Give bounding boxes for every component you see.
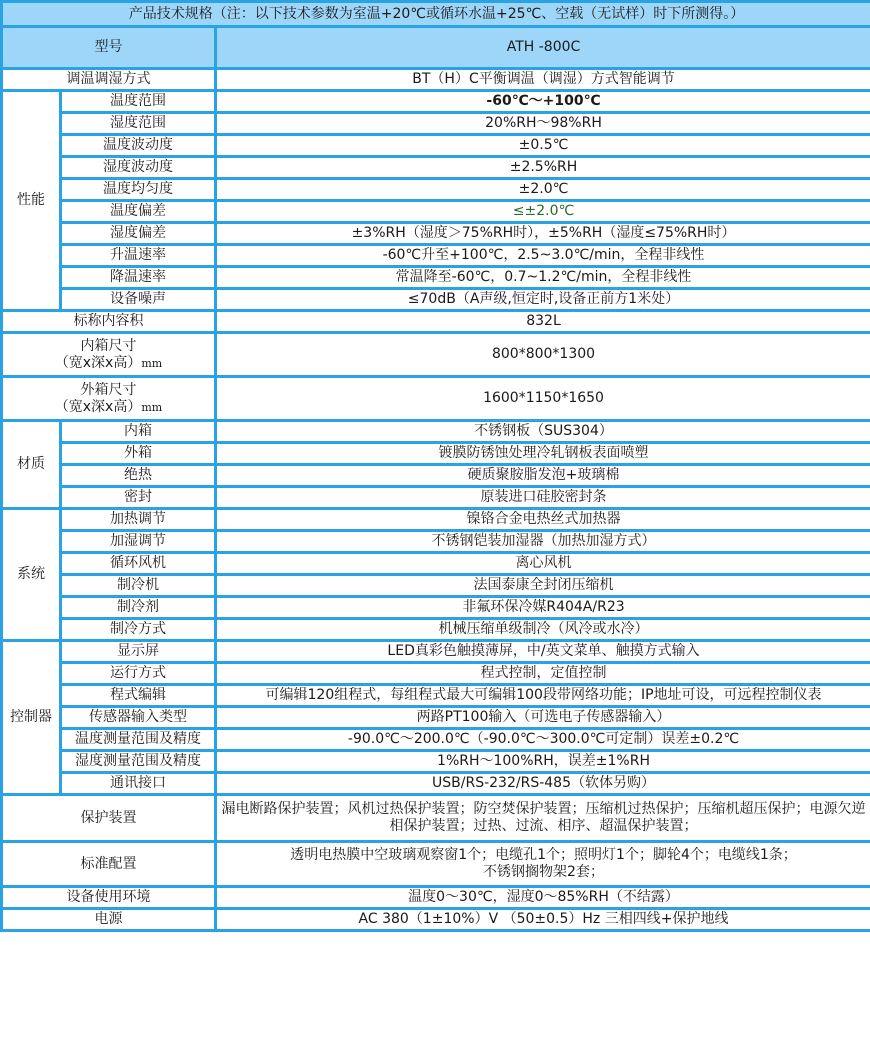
outer-size-value: 1600*1150*1650 <box>216 377 870 421</box>
spec-label: 加湿调节 <box>61 531 216 553</box>
spec-label: 外箱 <box>61 443 216 465</box>
protection-value: 漏电断路保护装置；风机过热保护装置；防空焚保护装置；压缩机过热保护；压缩机超压保护；电源欠逆相保护装置；过热、过流、相序、超温保护装置； <box>216 795 870 842</box>
spec-value: 1%RH～100%RH，误差±1%RH <box>216 751 870 773</box>
spec-label: 程式编辑 <box>61 685 216 707</box>
volume-value: 832L <box>216 311 870 333</box>
spec-label: 湿度波动度 <box>61 157 216 179</box>
spec-label: 温度均匀度 <box>61 179 216 201</box>
controller-group-label: 控制器 <box>2 641 61 795</box>
spec-title: 产品技术规格（注：以下技术参数为室温+20℃或循环水温+25℃、空载（无试样）时下所测得。） <box>2 2 870 27</box>
spec-value: ≤±2.0℃ <box>216 201 870 223</box>
spec-label: 温度测量范围及精度 <box>61 729 216 751</box>
spec-value: 程式控制，定值控制 <box>216 663 870 685</box>
spec-value: -90.0℃～200.0℃（-90.0℃～300.0℃可定制）误差±0.2℃ <box>216 729 870 751</box>
outer-size-label-line2: （宽x深x高） <box>54 398 142 415</box>
spec-value: 20%RH～98%RH <box>216 113 870 135</box>
model-label: 型号 <box>2 27 216 69</box>
spec-value: 离心风机 <box>216 553 870 575</box>
spec-value: ±2.5%RH <box>216 157 870 179</box>
spec-label: 通讯接口 <box>61 773 216 795</box>
spec-label: 湿度测量范围及精度 <box>61 751 216 773</box>
spec-value: ±2.0℃ <box>216 179 870 201</box>
spec-value: 非氟环保冷媒R404A/R23 <box>216 597 870 619</box>
inner-size-label-line2: （宽x深x高） <box>54 354 142 371</box>
spec-label: 制冷方式 <box>61 619 216 641</box>
spec-label: 制冷机 <box>61 575 216 597</box>
spec-value: ±3%RH（湿度＞75%RH时），±5%RH（湿度≤75%RH时） <box>216 223 870 245</box>
control-method-value: BT（H）C平衡调温（调湿）方式智能调节 <box>216 69 870 91</box>
spec-label: 温度范围 <box>61 91 216 113</box>
system-group-label: 系统 <box>2 509 61 641</box>
outer-size-label-line2-wrap <box>7 399 210 416</box>
spec-label: 制冷剂 <box>61 597 216 619</box>
spec-value: ±0.5℃ <box>216 135 870 157</box>
spec-value: 两路PT100输入（可选电子传感器输入） <box>216 707 870 729</box>
spec-value: 常温降至-60℃，0.7~1.2℃/min，全程非线性 <box>216 267 870 289</box>
spec-label: 绝热 <box>61 465 216 487</box>
spec-value: 镍铬合金电热丝式加热器 <box>216 509 870 531</box>
spec-label: 运行方式 <box>61 663 216 685</box>
outer-size-label-line1: 外箱尺寸 <box>80 381 137 398</box>
spec-value: 不锈钢铠装加湿器（加热加湿方式） <box>216 531 870 553</box>
control-method-label: 调温调湿方式 <box>2 69 216 91</box>
inner-size-unit: mm <box>141 356 163 370</box>
spec-label: 显示屏 <box>61 641 216 663</box>
inner-size-label <box>2 333 216 377</box>
inner-size-value: 800*800*1300 <box>216 333 870 377</box>
spec-label: 设备噪声 <box>61 289 216 311</box>
spec-label: 内箱 <box>61 421 216 443</box>
environment-value: 温度0～30℃，湿度0～85%RH（不结露） <box>216 887 870 909</box>
spec-label: 升温速率 <box>61 245 216 267</box>
spec-label: 降温速率 <box>61 267 216 289</box>
power-value: AC 380（1±10%）V （50±0.5）Hz 三相四线+保护地线 <box>216 909 870 931</box>
outer-size-unit: mm <box>141 400 163 414</box>
spec-label: 温度波动度 <box>61 135 216 157</box>
standard-config-label: 标准配置 <box>2 842 216 887</box>
power-label: 电源 <box>2 909 216 931</box>
standard-config-line1: 透明电热膜中空玻璃观察窗1个；电缆孔1个；照明灯1个；脚轮4个；电缆线1条； <box>290 847 797 863</box>
spec-value: 硬质聚胺脂发泡+玻璃棉 <box>216 465 870 487</box>
inner-size-label-line2-wrap <box>7 355 210 372</box>
spec-value: -60℃～+100℃ <box>216 91 870 113</box>
material-group-label: 材质 <box>2 421 61 509</box>
performance-group-label: 性能 <box>2 91 61 311</box>
spec-value: 不锈钢板（SUS304） <box>216 421 870 443</box>
spec-value: 镀膜防锈蚀处理冷轧钢板表面喷塑 <box>216 443 870 465</box>
spec-label: 密封 <box>61 487 216 509</box>
protection-label: 保护装置 <box>2 795 216 842</box>
spec-label: 循环风机 <box>61 553 216 575</box>
standard-config-value <box>216 842 870 887</box>
spec-label: 湿度范围 <box>61 113 216 135</box>
environment-label: 设备使用环境 <box>2 887 216 909</box>
spec-value: ≤70dB（A声级,恒定时,设备正前方1米处） <box>216 289 870 311</box>
spec-label: 温度偏差 <box>61 201 216 223</box>
inner-size-label-line1: 内箱尺寸 <box>80 337 137 354</box>
spec-label: 湿度偏差 <box>61 223 216 245</box>
volume-label: 标称内容积 <box>2 311 216 333</box>
standard-config-line2: 不锈钢搁物架2套； <box>483 864 604 880</box>
spec-value: 机械压缩单级制冷（风冷或水冷） <box>216 619 870 641</box>
spec-label: 加热调节 <box>61 509 216 531</box>
spec-value: 可编辑120组程式，每组程式最大可编辑100段带网络功能；IP地址可设，可远程控制仪表 <box>216 685 870 707</box>
spec-value: USB/RS-232/RS-485（软体另购） <box>216 773 870 795</box>
model-value: ATH -800C <box>216 27 870 69</box>
spec-value: 法国泰康全封闭压缩机 <box>216 575 870 597</box>
spec-value: 原装进口硅胶密封条 <box>216 487 870 509</box>
spec-label: 传感器输入类型 <box>61 707 216 729</box>
spec-value: -60℃升至+100℃，2.5~3.0℃/min，全程非线性 <box>216 245 870 267</box>
spec-value: LED真彩色触摸薄屏，中/英文菜单、触摸方式输入 <box>216 641 870 663</box>
outer-size-label <box>2 377 216 421</box>
